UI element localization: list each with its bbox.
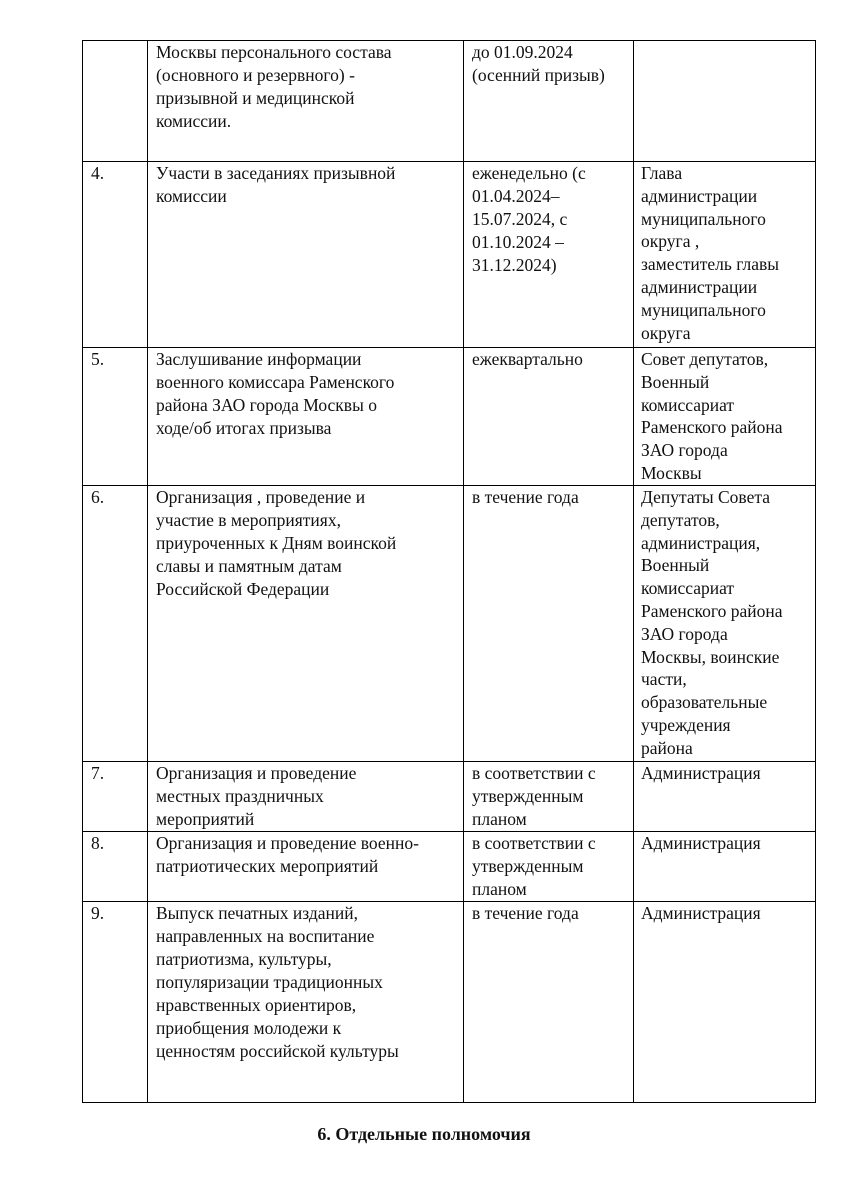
row-number-cell: 7.: [83, 762, 148, 832]
row-number-cell: 8.: [83, 832, 148, 902]
event-cell: Выпуск печатных изданий, направленных на воспитание патриотизма, культуры, популяризации традиционных нравственных ориентиров, приобщения молодежи к ценностям российской культуры: [148, 902, 464, 1103]
table-row: [83, 486, 816, 762]
deadline-cell: еженедельно (с 01.04.2024– 15.07.2024, с 01.10.2024 – 31.12.2024): [464, 162, 634, 348]
responsible-cell: Администрация: [634, 902, 816, 1103]
responsible-cell: Депутаты Совета депутатов, администрация, Военный комиссариат Раменского района ЗАО города Москвы, воинские части, образовательные учреждения района: [634, 486, 816, 762]
event-cell: Заслушивание информации военного комиссара Раменского района ЗАО города Москвы о ходе/об итогах призыва: [148, 348, 464, 486]
responsible-cell: Глава администрации муниципального округа , заместитель главы администрации муниципального округа: [634, 162, 816, 348]
deadline-cell: в течение года: [464, 486, 634, 762]
deadline-cell: в соответствии с утвержденным планом: [464, 762, 634, 832]
table-row: [83, 832, 816, 902]
plan-table: [82, 40, 816, 1103]
table-row: [83, 162, 816, 348]
event-cell: Участи в заседаниях призывной комиссии: [148, 162, 464, 348]
event-cell: Москвы персонального состава (основного и резервного) - призывной и медицинской комиссии.: [148, 41, 464, 162]
row-number-cell: 9.: [83, 902, 148, 1103]
table-row: [83, 41, 816, 162]
section-heading: 6. Отдельные полномочия: [317, 1124, 531, 1144]
deadline-cell: ежеквартально: [464, 348, 634, 486]
table-row: [83, 762, 816, 832]
event-cell: Организация и проведение военно- патриотических мероприятий: [148, 832, 464, 902]
row-number-cell: 4.: [83, 162, 148, 348]
row-number-cell: 5.: [83, 348, 148, 486]
deadline-cell: до 01.09.2024 (осенний призыв): [464, 41, 634, 162]
responsible-cell: Администрация: [634, 832, 816, 902]
row-number-cell: 6.: [83, 486, 148, 762]
table-row: [83, 902, 816, 1103]
table-row: [83, 348, 816, 486]
event-cell: Организация и проведение местных праздничных мероприятий: [148, 762, 464, 832]
deadline-cell: в соответствии с утвержденным планом: [464, 832, 634, 902]
event-cell: Организация , проведение и участие в мероприятиях, приуроченных к Дням воинской славы и памятным датам Российской Федерации: [148, 486, 464, 762]
responsible-cell: Совет депутатов, Военный комиссариат Раменского района ЗАО города Москвы: [634, 348, 816, 486]
row-number-cell: [83, 41, 148, 162]
responsible-cell: Администрация: [634, 762, 816, 832]
responsible-cell: [634, 41, 816, 162]
deadline-cell: в течение года: [464, 902, 634, 1103]
